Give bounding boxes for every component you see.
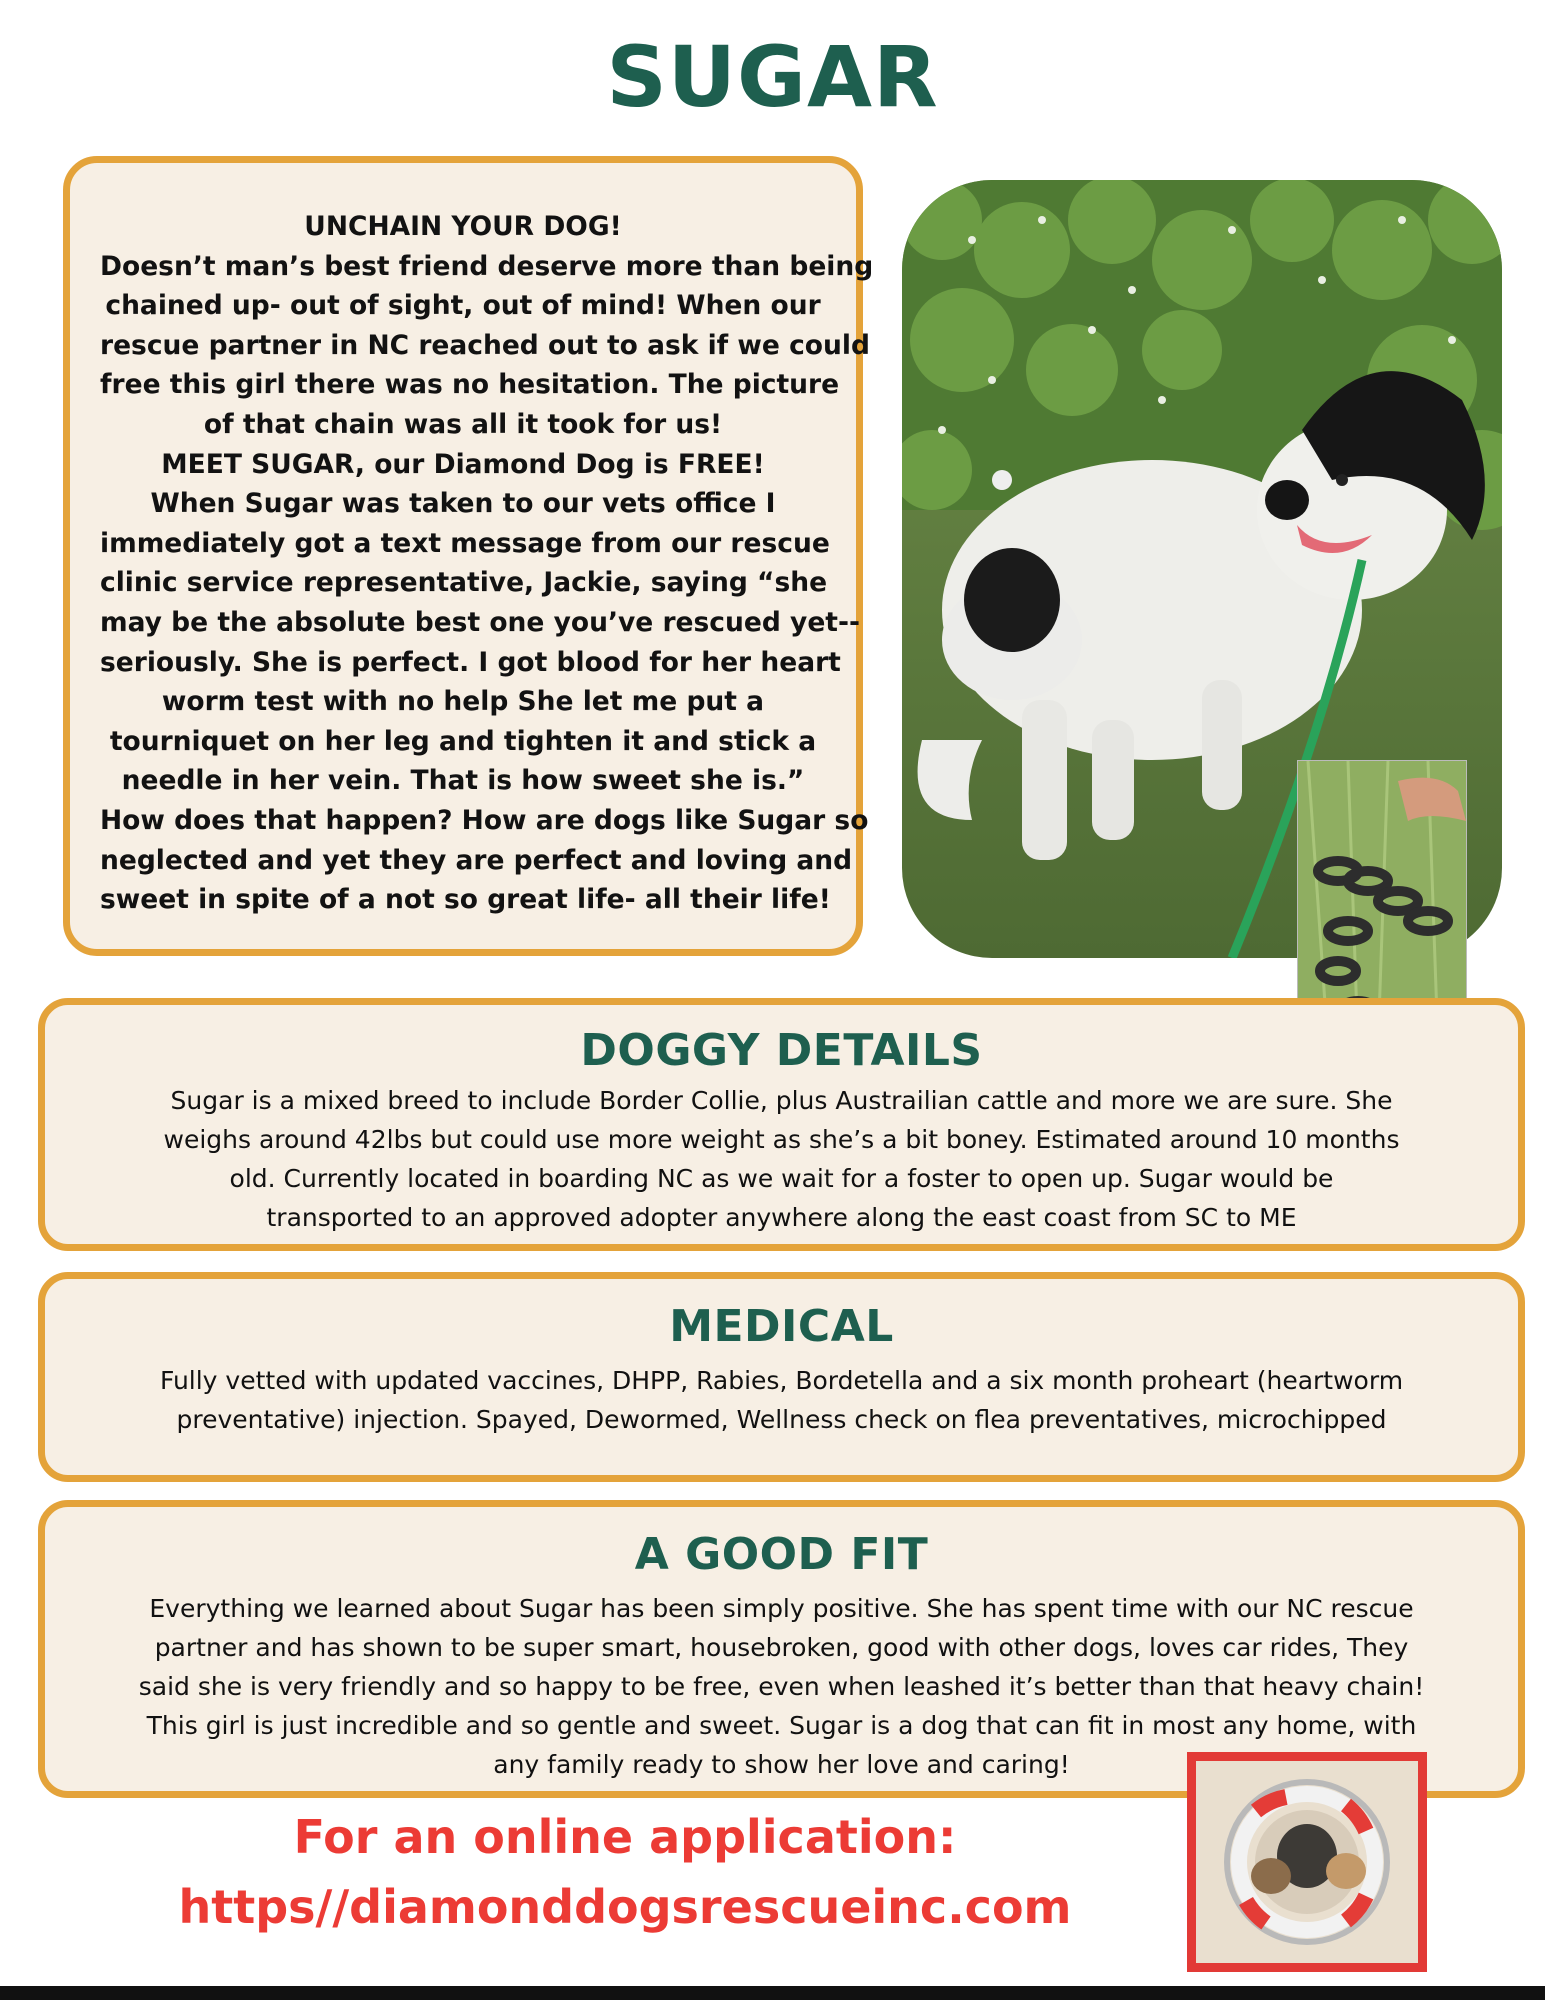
medical-line: Fully vetted with updated vaccines, DHPP, Rabies, Bordetella and a six month proheart (heartworm (159, 1366, 1404, 1395)
medical-line: preventative) injection. Spayed, Dewormed, Wellness check on flea preventatives, microchipped (176, 1405, 1387, 1434)
good-fit-heading: A GOOD FIT (634, 1529, 929, 1580)
intro-line: needle in her vein. That is how sweet she is.” (121, 765, 805, 797)
page-title: SUGAR (606, 28, 939, 126)
intro-line: chained up- out of sight, out of mind! When our (105, 290, 821, 322)
intro-line: of that chain was all it took for us! (203, 408, 723, 440)
details-line: transported to an approved adopter anywhere along the east coast from SC to ME (266, 1203, 1297, 1232)
intro-line: How does that happen? How are dogs like Sugar so (100, 804, 869, 836)
intro-line: seriously. She is perfect. I got blood for her heart (100, 646, 841, 678)
intro-line: When Sugar was taken to our vets office I (150, 488, 776, 520)
intro-line: free this girl there was no hesitation. The picture (100, 369, 840, 401)
details-line: Sugar is a mixed breed to include Border Collie, plus Austrailian cattle and more we are sure. She (170, 1086, 1393, 1115)
intro-line: clinic service representative, Jackie, saying “she (100, 567, 828, 599)
details-line: old. Currently located in boarding NC as we wait for a foster to open up. Sugar would be (229, 1164, 1334, 1193)
intro-text (100, 207, 874, 920)
doggy-details-heading: DOGGY DETAILS (580, 1025, 983, 1076)
intro-line: rescue partner in NC reached out to ask if we could (100, 329, 870, 361)
intro-line: Doesn’t man’s best friend deserve more than being (100, 250, 874, 282)
application-link[interactable]: https//diamonddogsrescueinc.com (178, 1880, 1072, 1934)
fit-line: said she is very friendly and so happy to be free, even when leashed it’s better than that heavy chain! (138, 1672, 1425, 1701)
fit-line: Everything we learned about Sugar has been simply positive. She has spent time with our NC rescue (149, 1594, 1414, 1623)
intro-box (63, 156, 874, 956)
intro-line: UNCHAIN YOUR DOG! (304, 211, 622, 242)
application-prompt: For an online application: (293, 1810, 957, 1864)
medical-box (38, 1272, 1525, 1482)
intro-line: MEET SUGAR, our Diamond Dog is FREE! (161, 448, 765, 480)
bottom-divider (0, 1986, 1545, 2000)
intro-line: may be the absolute best one you’ve rescued yet-- (100, 606, 860, 638)
intro-line: tourniquet on her leg and tighten it and stick a (109, 725, 817, 757)
doggy-details-text (45, 1081, 1518, 1237)
intro-line: worm test with no help She let me put a (161, 686, 765, 718)
fit-line: any family ready to show her love and caring! (493, 1750, 1070, 1779)
details-line: weighs around 42lbs but could use more weight as she’s a bit boney. Estimated around 10 months (163, 1125, 1400, 1154)
medical-text (45, 1361, 1518, 1439)
diamond-dogs-rescue-logo (1187, 1752, 1427, 1972)
fit-line: This girl is just incredible and so gentle and sweet. Sugar is a dog that can fit in most any home, with (146, 1711, 1417, 1740)
fit-line: partner and has shown to be super smart, housebroken, good with other dogs, loves car rides, They (154, 1633, 1409, 1662)
medical-heading: MEDICAL (669, 1301, 894, 1352)
doggy-details-box (38, 998, 1525, 1251)
intro-line: neglected and yet they are perfect and loving and (100, 844, 853, 876)
intro-line: sweet in spite of a not so great life- all their life! (100, 884, 831, 916)
intro-line: immediately got a text message from our rescue (100, 527, 830, 559)
